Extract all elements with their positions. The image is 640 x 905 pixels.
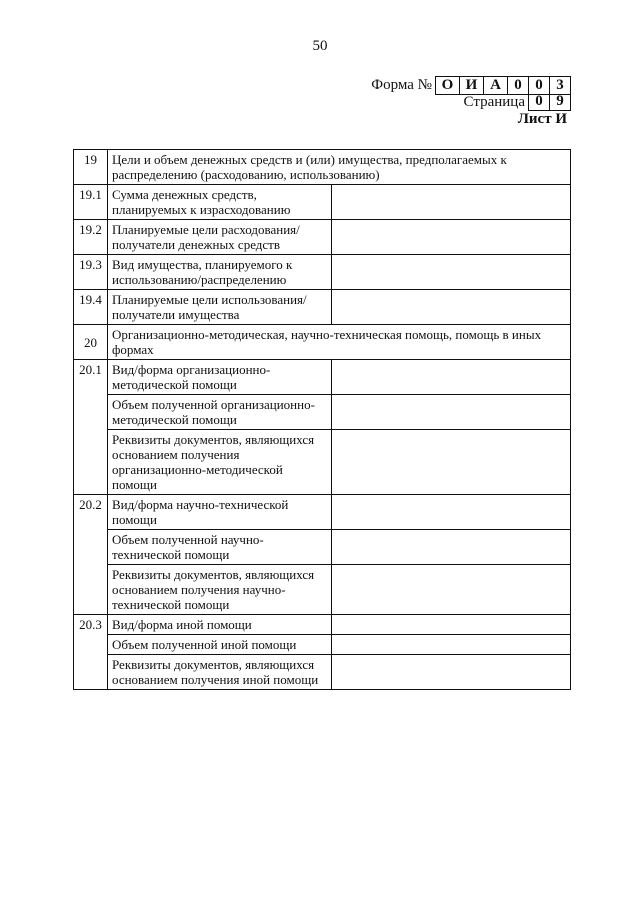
- form-table: [73, 149, 571, 690]
- value-cell[interactable]: [332, 635, 571, 655]
- section-title: Организационно-методическая, научно-техническая помощь, помощь в иных формах: [108, 325, 571, 360]
- section-title: Цели и объем денежных средств и (или) имущества, предполагаемых к распределению (расходованию, использованию): [108, 150, 571, 185]
- table-row: [74, 530, 571, 565]
- value-cell[interactable]: [332, 495, 571, 530]
- section-20-header: [74, 325, 571, 360]
- table-row: [74, 255, 571, 290]
- row-label: Вид/форма иной помощи: [108, 615, 332, 635]
- form-code-cell: 0: [507, 76, 529, 95]
- form-code-cell: 3: [549, 76, 571, 95]
- table-row: [74, 655, 571, 690]
- row-label: Вид/форма организационно-методической помощи: [108, 360, 332, 395]
- value-cell[interactable]: [332, 395, 571, 430]
- page-number: 50: [312, 38, 328, 54]
- row-number: 19: [74, 150, 108, 185]
- sheet-label: Лист И: [517, 111, 567, 127]
- table-row: [74, 495, 571, 530]
- row-label: Вид имущества, планируемого к использованию/распределению: [108, 255, 332, 290]
- value-cell[interactable]: [332, 615, 571, 635]
- row-number: 20.3: [74, 615, 108, 690]
- table-row: [74, 360, 571, 395]
- row-label: Сумма денежных средств, планируемых к израсходованию: [108, 185, 332, 220]
- row-label: Объем полученной организационно-методической помощи: [108, 395, 332, 430]
- page-code-cells: [528, 93, 571, 111]
- section-19-header: [74, 150, 571, 185]
- value-cell[interactable]: [332, 255, 571, 290]
- row-number: 19.1: [74, 185, 108, 220]
- form-code-cell: 0: [528, 76, 550, 95]
- table-row: [74, 290, 571, 325]
- table-row: [74, 185, 571, 220]
- row-label: Реквизиты документов, являющихся основанием получения научно-технической помощи: [108, 565, 332, 615]
- value-cell[interactable]: [332, 530, 571, 565]
- value-cell[interactable]: [332, 290, 571, 325]
- value-cell[interactable]: [332, 565, 571, 615]
- row-label: Реквизиты документов, являющихся основанием получения иной помощи: [108, 655, 332, 690]
- table-row: [74, 635, 571, 655]
- row-number: 20.1: [74, 360, 108, 495]
- table-row: [74, 615, 571, 635]
- form-label: Форма №: [371, 77, 432, 93]
- row-number: 20: [74, 325, 108, 360]
- row-label: Вид/форма научно-технической помощи: [108, 495, 332, 530]
- value-cell[interactable]: [332, 220, 571, 255]
- row-number: 20.2: [74, 495, 108, 615]
- row-number: 19.4: [74, 290, 108, 325]
- row-label: Объем полученной иной помощи: [108, 635, 332, 655]
- form-code-cell: И: [459, 76, 484, 95]
- form-code-cell: О: [435, 76, 460, 95]
- table-row: [74, 220, 571, 255]
- page-label: Страница: [463, 93, 525, 110]
- page-code-cell: 0: [528, 93, 550, 111]
- value-cell[interactable]: [332, 430, 571, 495]
- row-label: Планируемые цели использования/ получатели имущества: [108, 290, 332, 325]
- form-code-cell: А: [483, 76, 508, 95]
- table-row: [74, 565, 571, 615]
- row-label: Планируемые цели расходования/ получатели денежных средств: [108, 220, 332, 255]
- row-number: 19.2: [74, 220, 108, 255]
- page-code-cell: 9: [549, 93, 571, 111]
- table-row: [74, 430, 571, 495]
- value-cell[interactable]: [332, 655, 571, 690]
- value-cell[interactable]: [332, 185, 571, 220]
- table-row: [74, 395, 571, 430]
- form-page: [464, 93, 571, 111]
- value-cell[interactable]: [332, 360, 571, 395]
- row-number: 19.3: [74, 255, 108, 290]
- row-label: Реквизиты документов, являющихся основанием получения организационно-методической помощи: [108, 430, 332, 495]
- row-label: Объем полученной научно-технической помощи: [108, 530, 332, 565]
